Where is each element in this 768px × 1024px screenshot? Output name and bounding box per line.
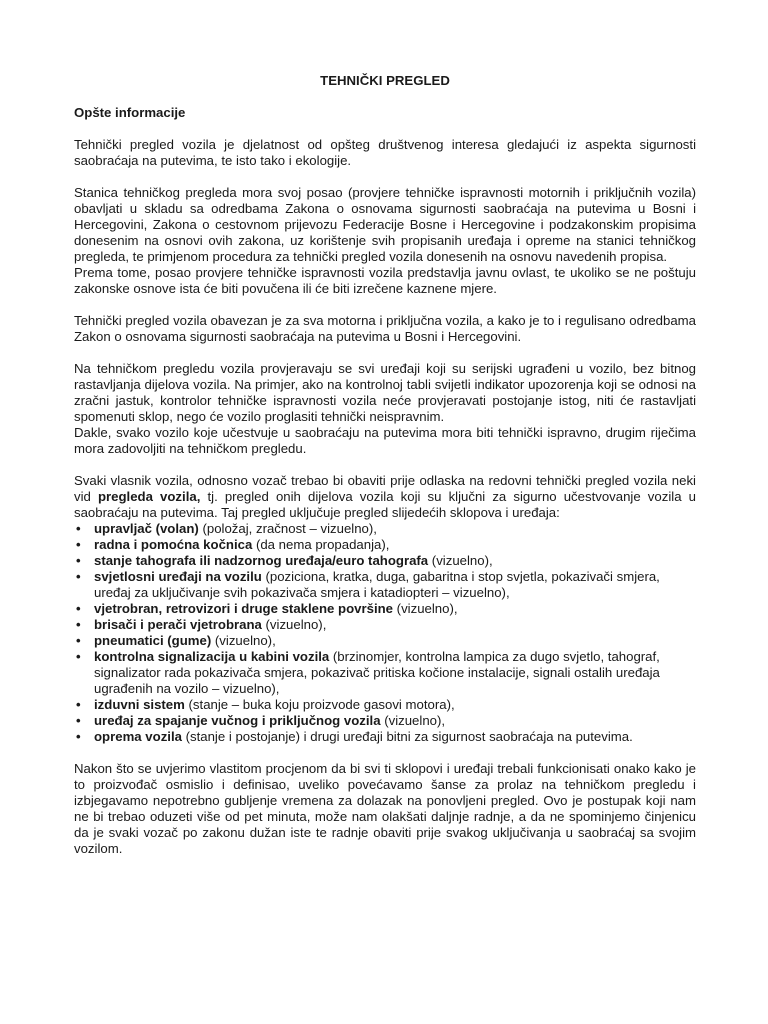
list-item <box>74 569 696 601</box>
list-item <box>74 553 696 569</box>
list-item-bold: kontrolna signalizacija u kabini vozila <box>94 649 330 664</box>
list-item-text: (vizuelno), <box>261 617 327 632</box>
list-item <box>74 521 696 537</box>
paragraph-4: Tehnički pregled vozila obavezan je za sva motorna i priključna vozila, a kako je to i regulisano odredbama Zakon o osnovama sigurnosti saobraćaja na putevima u Bosni i Hercegovini. <box>74 313 696 344</box>
list-item-bold: uređaj za spajanje vučnog i priključnog vozila <box>94 713 381 728</box>
document-title: TEHNIČKI PREGLED <box>320 73 450 88</box>
paragraph-3: Prema tome, posao provjere tehničke ispravnosti vozila predstavlja javnu ovlast, te ukoliko se ne poštuju zakonske osnove ista će biti povučena ili će biti izrečene kaznene mjere. <box>74 265 696 296</box>
list-item-text: (vizuelno), <box>428 553 493 568</box>
paragraph-6: Dakle, svako vozilo koje učestvuje u saobraćaju na putevima mora biti tehnički ispravno, drugim riječima mora zadovoljiti na tehničkom pregledu. <box>74 425 696 456</box>
list-item <box>74 617 696 633</box>
list-item-bold: vjetrobran, retrovizori i druge staklene površine <box>94 601 394 616</box>
paragraph-7-bold: pregleda vozila, <box>97 489 201 504</box>
list-item <box>74 697 696 713</box>
list-item-bold: stanje tahografa ili nadzornog uređaja/euro tahografa <box>94 553 429 568</box>
list-item-text: (da nema propadanja), <box>252 537 390 552</box>
list-item-bold: svjetlosni uređaji na vozilu <box>94 569 262 584</box>
paragraph-5: Na tehničkom pregledu vozila provjeravaju se svi uređaji koji su serijski ugrađeni u vozilo, bez bitnog rastavljanja dijelova vozila. Na primjer, ako na kontrolnoj tabli svijetli indikator upozorenja koji se odnosi na zračni jastuk, kontrolor tehničke ispravnosti vozila neće provjeravati postojanje istog, niti će rastavljati spomenuti sklop, nego će vozilo proglasiti tehnički neispravnim. <box>74 361 696 424</box>
paragraph-7-text-c: tj. pregled onih dijelova vozila koji su ključni za sigurno učestvovanje vozila u saobraćaju na putevima. Taj pregled uključuje pregled slijedećih sklopova i uređaja: <box>74 489 696 520</box>
list-item <box>74 729 696 745</box>
list-item-bold: brisači i perači vjetrobrana <box>94 617 262 632</box>
list-item <box>74 713 696 729</box>
paragraph-7 <box>74 473 696 521</box>
list-item-bold: oprema vozila <box>94 729 182 744</box>
list-item-text: (vizuelno), <box>380 713 446 728</box>
list-item <box>74 633 696 649</box>
list-item <box>74 537 696 553</box>
list-item-bold: radna i pomoćna kočnica <box>94 537 253 552</box>
section-heading: Opšte informacije <box>74 105 186 120</box>
list-item-text: (vizuelno), <box>393 601 458 616</box>
list-item-bold: pneumatici (gume) <box>94 633 212 648</box>
list-item <box>74 649 696 697</box>
checklist <box>74 521 696 745</box>
paragraph-1: Tehnički pregled vozila je djelatnost od opšteg društvenog interesa gledajući iz aspekta sigurnosti saobraćaja na putevima, te isto tako i ekologije. <box>74 137 696 168</box>
paragraph-2: Stanica tehničkog pregleda mora svoj posao (provjere tehničke ispravnosti motornih i priključnih vozila) obavljati u skladu sa odredbama Zakona o osnovama sigurnosti saobraćaja na putevima u Bosni i Hercegovini, Zakona o cestovnom prijevozu Federacije Bosne i Hercegovine i podzakonskim propisima donesenim na osnovi ovih zakona, uz korištenje svih propisanih uređaja i opreme na stanici tehničkog pregleda, te primjenom procedura za tehnički pregled vozila donesenih na osnovu navedenih propisa. <box>74 185 696 264</box>
list-item-text: (vizuelno), <box>211 633 276 648</box>
list-item-text: (brzinomjer, kontrolna lampica za dugo svjetlo, tahograf, signalizator rada pokazivača smjera, pokazivač pritiska kočione instalacije, signali ostalih uređaja ugrađenih na vozilo – vizuelno), <box>94 649 660 696</box>
list-item <box>74 601 696 617</box>
list-item-text: (poziciona, kratka, duga, gabaritna i stop svjetla, pokazivači smjera, uređaj za uključivanje svih pokazivača smjera i katadiopteri – vizuelno), <box>94 569 660 600</box>
list-item-text: (položaj, zračnost – vizuelno), <box>198 521 377 536</box>
list-item-text: (stanje i postojanje) i drugi uređaji bitni za sigurnost saobraćaja na putevima. <box>181 729 633 744</box>
list-item-text: (stanje – buka koju proizvode gasovi motora), <box>184 697 455 712</box>
paragraph-8: Nakon što se uvjerimo vlastitom procjenom da bi svi ti sklopovi i uređaji trebali funkcionisati onako kako je to proizvođač osmislio i definisao, uveliko povećavamo šanse za prolaz na tehničkom pregledu i izbjegavamo nepotrebno gubljenje vremena za dolazak na ponovljeni pregled. Ovo je postupak koji nam ne bi trebao oduzeti više od pet minuta, može nam olakšati daljnje radnje, a da ne spominjemo činjenicu da je svaki vozač po zakonu dužan iste te radnje obaviti prije svakog uključivanja u saobraćaj sa svojim vozilom. <box>74 761 696 856</box>
list-item-bold: izduvni sistem <box>94 697 185 712</box>
list-item-bold: upravljač (volan) <box>94 521 199 536</box>
paragraph-7-text-a: Svaki vlasnik vozila, odnosno vozač trebao bi obaviti prije odlaska na redovni tehnički pregled vozila neki vid <box>74 473 696 504</box>
